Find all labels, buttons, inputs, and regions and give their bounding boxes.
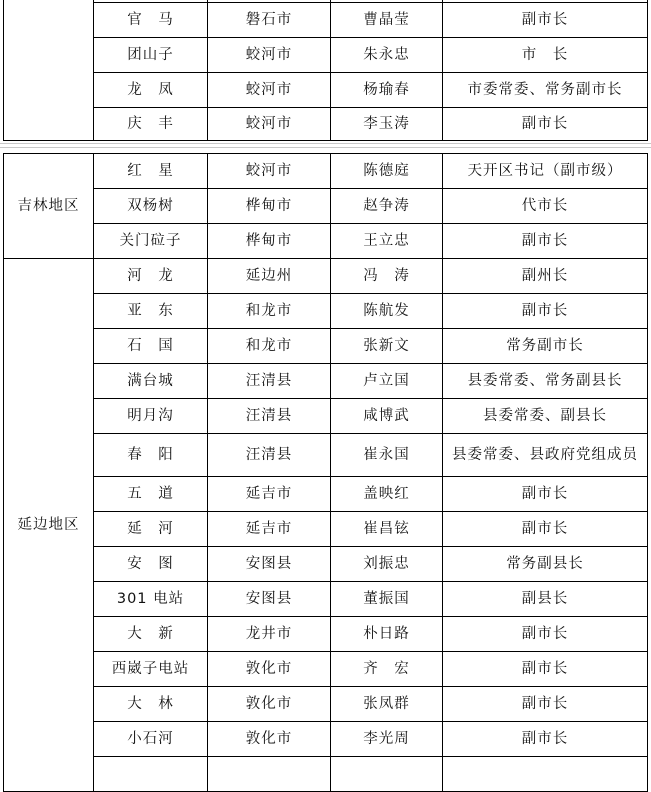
table-row: [4, 687, 648, 722]
name-cell: 李玉涛: [331, 108, 443, 141]
position-cell: 副市长: [443, 617, 648, 652]
city-cell: 和龙市: [208, 329, 331, 364]
name-cell: 曹晶莹: [331, 3, 443, 38]
page-break-line: [0, 143, 651, 144]
position-cell: 副市长: [443, 652, 648, 687]
table-row: [4, 652, 648, 687]
station-cell: 明月沟: [94, 399, 208, 434]
position-cell: 常务副市长: [443, 329, 648, 364]
position-cell: 副市长: [443, 512, 648, 547]
table-part-2: [3, 153, 648, 792]
position-cell: 副市长: [443, 3, 648, 38]
city-cell: 蛟河市: [208, 38, 331, 73]
position-cell: 市 长: [443, 38, 648, 73]
position-cell: 县委常委、副县长: [443, 399, 648, 434]
station-cell: 五 道: [94, 477, 208, 512]
table-row: [4, 617, 648, 652]
name-cell: 董振国: [331, 582, 443, 617]
name-cell: 王立忠: [331, 224, 443, 259]
city-cell: 安图县: [208, 547, 331, 582]
station-cell: 大 林: [94, 687, 208, 722]
name-cell: 齐 宏: [331, 652, 443, 687]
city-cell: 和龙市: [208, 294, 331, 329]
city-cell: 磐石市: [208, 3, 331, 38]
name-cell: 崔昌铉: [331, 512, 443, 547]
region-cell: 吉林地区: [4, 154, 94, 259]
city-cell: 汪清县: [208, 434, 331, 477]
name-cell: 冯 涛: [331, 259, 443, 294]
position-cell: 常务副县长: [443, 547, 648, 582]
name-cell: 盖映红: [331, 477, 443, 512]
table-row: [4, 329, 648, 364]
station-cell: 亚 东: [94, 294, 208, 329]
station-cell: 西崴子电站: [94, 652, 208, 687]
station-cell: 春 阳: [94, 434, 208, 477]
region-cell: [4, 0, 94, 141]
city-cell: 蛟河市: [208, 154, 331, 189]
name-cell: [331, 757, 443, 792]
city-cell: 敦化市: [208, 687, 331, 722]
station-cell: 小石河: [94, 722, 208, 757]
name-cell: 卢立国: [331, 364, 443, 399]
station-cell: 河 龙: [94, 259, 208, 294]
name-cell: 咸博武: [331, 399, 443, 434]
table-row: [4, 364, 648, 399]
city-cell: 敦化市: [208, 652, 331, 687]
table-row: [4, 38, 648, 73]
table-row: [4, 189, 648, 224]
table-row: [4, 582, 648, 617]
table-row: [4, 224, 648, 259]
station-cell: 大 新: [94, 617, 208, 652]
table-row: [4, 108, 648, 141]
position-cell: 天开区书记（副市级）: [443, 154, 648, 189]
position-cell: 县委常委、常务副县长: [443, 364, 648, 399]
city-cell: 桦甸市: [208, 189, 331, 224]
city-cell: 汪清县: [208, 364, 331, 399]
position-cell: 副市长: [443, 294, 648, 329]
city-cell: 蛟河市: [208, 108, 331, 141]
name-cell: 赵争涛: [331, 189, 443, 224]
station-cell: 团山子: [94, 38, 208, 73]
station-cell: 红 星: [94, 154, 208, 189]
city-cell: 敦化市: [208, 722, 331, 757]
station-cell: 满台城: [94, 364, 208, 399]
station-cell: 延 河: [94, 512, 208, 547]
table-row: [4, 3, 648, 38]
station-cell: 庆 丰: [94, 108, 208, 141]
station-cell: 安 图: [94, 547, 208, 582]
table-row: [4, 399, 648, 434]
table-row: [4, 547, 648, 582]
table-part-1: [3, 0, 648, 141]
table-row: [4, 477, 648, 512]
name-cell: 陈航发: [331, 294, 443, 329]
table-row: [4, 259, 648, 294]
position-cell: 代市长: [443, 189, 648, 224]
name-cell: 刘振忠: [331, 547, 443, 582]
name-cell: 朴日路: [331, 617, 443, 652]
station-cell: 双杨树: [94, 189, 208, 224]
city-cell: 延吉市: [208, 477, 331, 512]
station-cell: 官 马: [94, 3, 208, 38]
name-cell: 张凤群: [331, 687, 443, 722]
station-cell: 301 电站: [94, 582, 208, 617]
name-cell: 朱永忠: [331, 38, 443, 73]
position-cell: 副县长: [443, 582, 648, 617]
table-row: [4, 512, 648, 547]
position-cell: 副市长: [443, 224, 648, 259]
name-cell: 杨瑜春: [331, 73, 443, 108]
name-cell: 陈德庭: [331, 154, 443, 189]
table-row: [4, 154, 648, 189]
city-cell: 安图县: [208, 582, 331, 617]
city-cell: 延边州: [208, 259, 331, 294]
table-row: [4, 294, 648, 329]
position-cell: 副市长: [443, 687, 648, 722]
page-break-line: [0, 147, 651, 148]
city-cell: 蛟河市: [208, 73, 331, 108]
position-cell: 县委常委、县政府党组成员: [443, 434, 648, 477]
position-cell: 副市长: [443, 722, 648, 757]
position-cell: 市委常委、常务副市长: [443, 73, 648, 108]
name-cell: 崔永国: [331, 434, 443, 477]
station-cell: 关门砬子: [94, 224, 208, 259]
city-cell: 延吉市: [208, 512, 331, 547]
table-row: [4, 73, 648, 108]
city-cell: 桦甸市: [208, 224, 331, 259]
table-row: [4, 722, 648, 757]
region-cell: 延边地区: [4, 259, 94, 792]
position-cell: 副市长: [443, 477, 648, 512]
position-cell: 副市长: [443, 108, 648, 141]
station-cell: [94, 757, 208, 792]
table-row: [4, 434, 648, 477]
city-cell: [208, 757, 331, 792]
position-cell: 副州长: [443, 259, 648, 294]
station-cell: 龙 凤: [94, 73, 208, 108]
station-cell: 石 国: [94, 329, 208, 364]
city-cell: 龙井市: [208, 617, 331, 652]
name-cell: 张新文: [331, 329, 443, 364]
position-cell: [443, 757, 648, 792]
name-cell: 李光周: [331, 722, 443, 757]
city-cell: 汪清县: [208, 399, 331, 434]
table-row: [4, 757, 648, 792]
